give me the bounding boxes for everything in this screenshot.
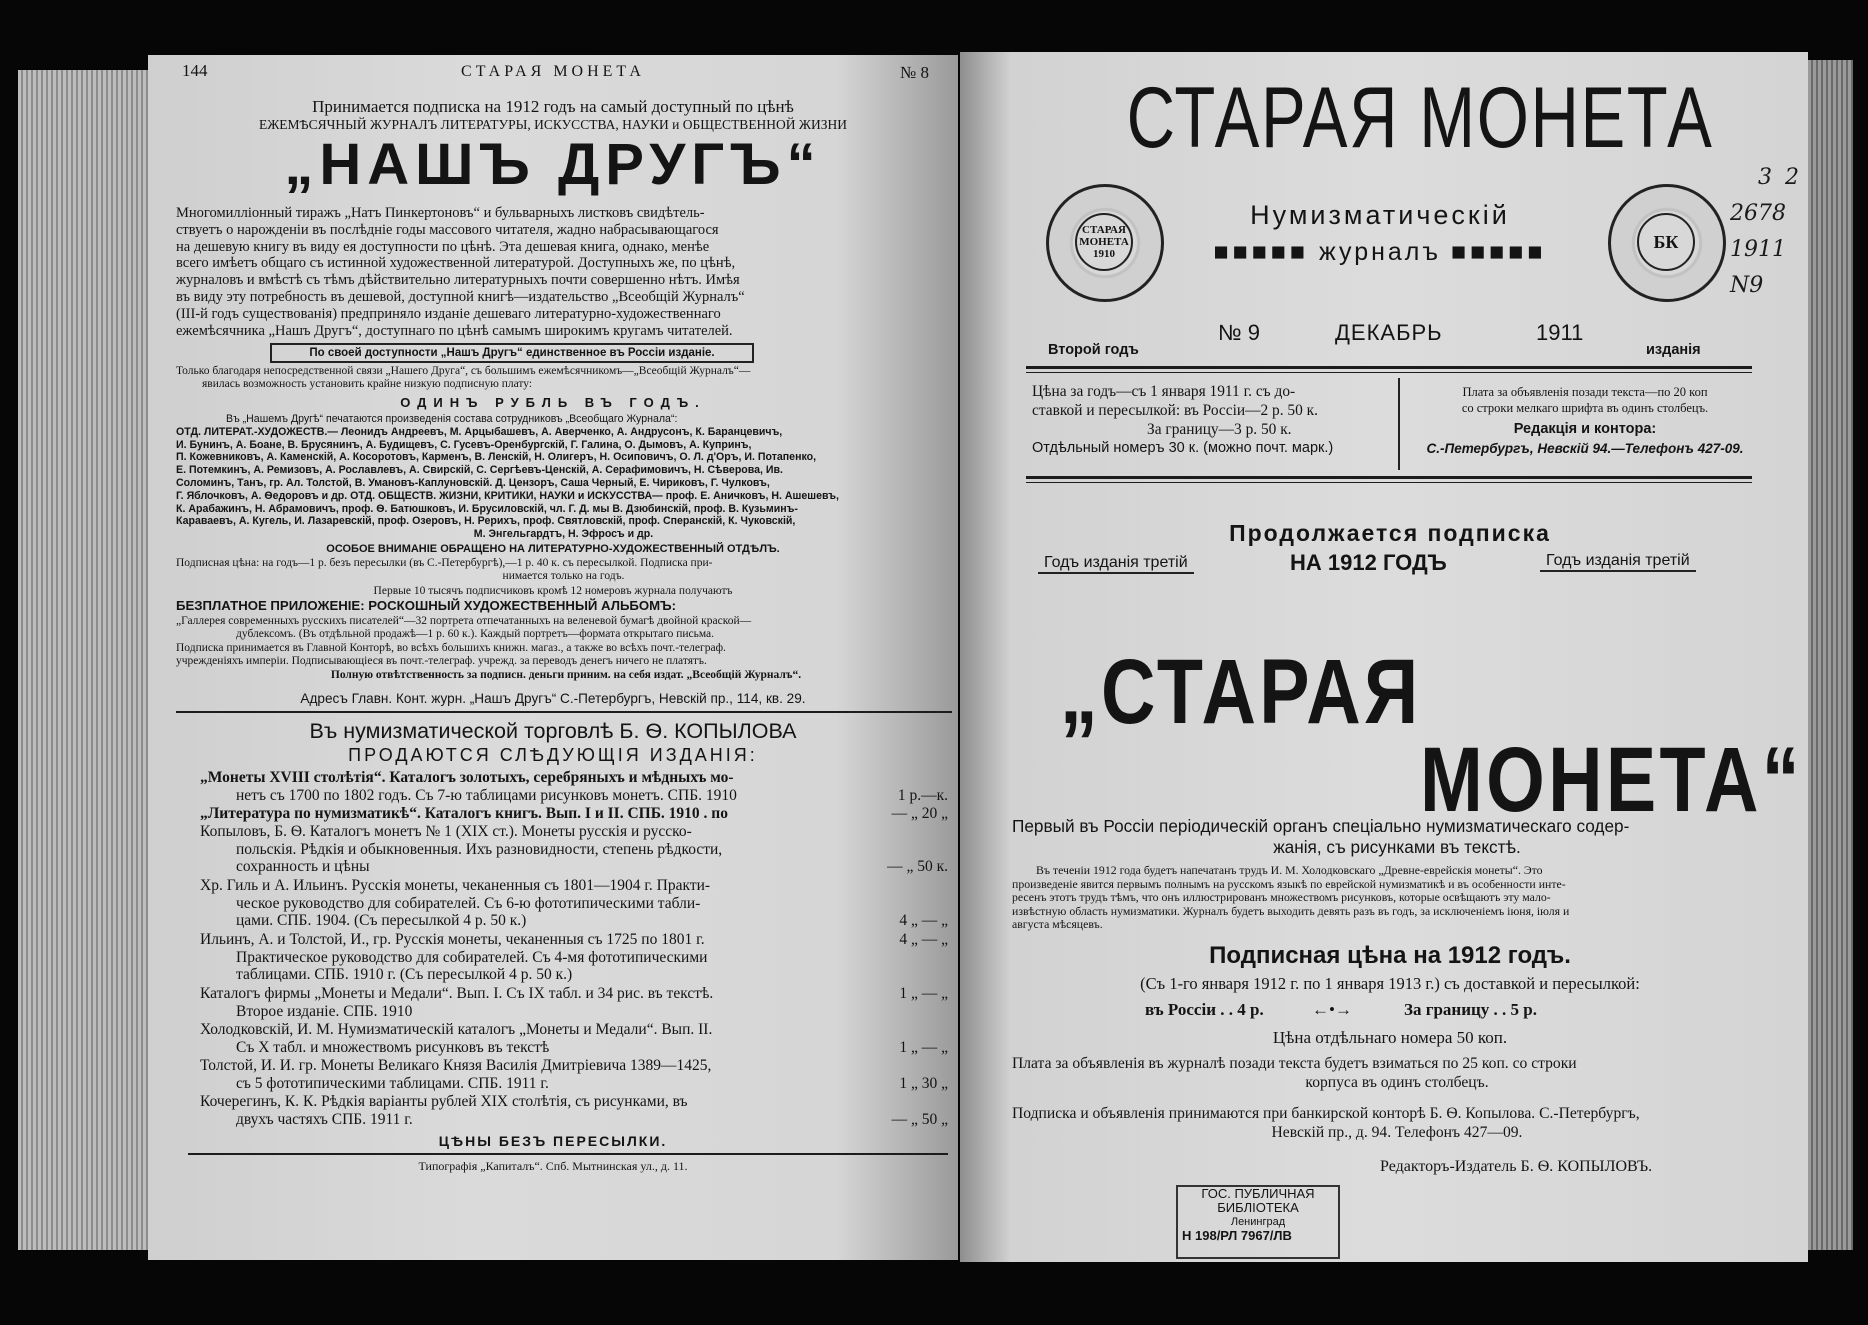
stamp-text: БИБЛІОТЕКА (1217, 1200, 1299, 1215)
item-price: — „ 50 к. (887, 858, 948, 876)
text-line: Г. Яблочковъ, А. Ѳедоровъ и др. ОТД. ОБЩЕСТВ. ЖИЗНИ, КРИТИКИ, НАУКИ и ИСКУССТВА— проф. Е. Аничковъ, Н. Ашешевъ, (176, 489, 839, 502)
issue-number: № 8 (900, 63, 929, 82)
text-line: въ виду эту потребность въ дешевой, доступной книгѣ—издательство „Всеобщій Журналъ“ (176, 288, 745, 305)
year-of-publication-left: Годъ изданія третій (1038, 554, 1194, 574)
divider (1026, 366, 1752, 369)
special-attention: ОСОБОЕ ВНИМАНІЕ ОБРАЩЕНО НА ЛИТЕРАТУРНО-ХУДОЖЕСТВЕННЫЙ ОТДѢЛЪ. (326, 543, 780, 555)
nash-drug-title: „НАШЪ ДРУГЪ“ (284, 132, 822, 197)
text-line: корпуса въ одинъ столбецъ. (1305, 1074, 1489, 1091)
text-line: учрежденіяхъ имперіи. Подписывающіеся въ почт.-телеграф. учрежд. за переводъ денегъ ничего не платятъ. (176, 655, 707, 668)
issue-year: 1911 (1536, 320, 1584, 345)
catalogue-item (200, 1093, 948, 1128)
text-line: Подписка принимается въ Главной Конторѣ, во всѣхъ большихъ книжн. магаз., а также во всѣхъ почт.-телеграф. (176, 641, 726, 654)
main-office-address: Адресъ Главн. Конт. журн. „Нашъ Другъ“ С.-Петербургъ, Невскій пр., 114, кв. 29. (300, 691, 806, 706)
text-line: таблицами. СПБ. 1910 г. (Съ пересылкой 4 р. 50 к.) (236, 966, 573, 984)
handwritten-text: 2 (1785, 165, 1799, 190)
for-1912: НА 1912 ГОДЪ (1290, 550, 1447, 575)
text-line: Е. Потемкинъ, А. Ремизовъ, А. Рославлевъ, А. Свирскій, С. Сергѣевъ-Ценскій, А. Серафимовичъ, Н. Сѣверова, Ив. (176, 464, 783, 477)
for-sale-heading: ПРОДАЮТСЯ СЛѢДУЮЩІЯ ИЗДАНІЯ: (348, 745, 758, 765)
text-line: К. Арабажинъ, Н. Абрамовичъ, проф. Ѳ. Батюшковъ, И. Брусиловскій, чл. Г. Д. мы В. Дзюбинскій, проф. В. Кузьминъ- (176, 502, 798, 515)
text-line: на дешевую книгу въ виду ея доступности по цѣнѣ. Эта дешевая книга, однако, менѣе (176, 238, 710, 255)
big-title-line2: МОНЕТА“ (1420, 729, 1803, 831)
subscription-price-title: Подписная цѣна на 1912 годъ. (1209, 942, 1571, 969)
right-page (960, 52, 1808, 1262)
text-line: Съ X табл. и множествомъ рисунковъ въ текстѣ (236, 1038, 550, 1056)
text-line: ресенъ этотъ трудъ тѣмъ, что онъ иллюстрированъ множествомъ рисунковъ, которые освѣщаютъ эту мало- (1012, 890, 1551, 905)
catalogue-item (200, 805, 948, 823)
editor-publisher: Редакторъ-Издатель Б. Ѳ. КОПЫЛОВЪ. (1380, 1158, 1653, 1175)
text-line: Отдѣльный номеръ 30 к. (можно почт. марк.) (1032, 440, 1334, 456)
catalogue-item (200, 769, 948, 804)
free-supplement: БЕЗПЛАТНОЕ ПРИЛОЖЕНІЕ: РОСКОШНЫЙ ХУДОЖЕСТВЕННЫЙ АЛЬБОМЪ: (176, 598, 677, 613)
single-issue-price: Цѣна отдѣльнаго номера 50 коп. (1272, 1028, 1508, 1047)
issue-month: ДЕКАБРЬ (1335, 320, 1443, 345)
subscription-price (176, 557, 951, 584)
text-line: ОТД. ЛИТЕРАТ.-ХУДОЖЕСТВ.— Леонидъ Андреевъ, М. Арцыбашевъ, А. Аверченко, А. Андрусонъ, К. Баранцевичъ, (176, 425, 783, 438)
item-price: 1 „ — „ (899, 985, 948, 1002)
price-russia: въ Россіи . . 4 р. (1145, 1000, 1264, 1019)
item-price: 1 „ — „ (899, 1038, 948, 1056)
ornament: ■■■■■ (1450, 238, 1547, 266)
divider (188, 1153, 948, 1155)
catalogue-item (200, 823, 948, 876)
medal-text: БК (1637, 213, 1695, 271)
text-line: ежемѣсячника „Нашъ Другъ“, доступнаго по цѣнѣ самымъ широкимъ кругамъ читателей. (176, 322, 733, 339)
running-header: СТАРАЯ МОНЕТА (461, 63, 645, 80)
subscription-accepted (1012, 1104, 1782, 1142)
handwritten-shelfmark (1730, 160, 1799, 304)
text-line: нимается только на годъ. (502, 570, 625, 583)
text-line: Ильинъ, А. и Толстой, И., гр. Русскія монеты, чеканенныя съ 1725 по 1801 г. (200, 931, 705, 948)
kopylov-heading: Въ нумизматической торговлѣ Б. Ѳ. КОПЫЛОВА (309, 719, 797, 743)
text-line: жанія, съ рисунками въ текстѣ. (1273, 837, 1521, 857)
text-line: Первый въ Россіи періодическій органъ спеціально нумизматическаго содер- (1012, 816, 1630, 836)
year-of-publication-right: Годъ изданія третій (1540, 552, 1696, 572)
item-price: 1 р.—к. (897, 786, 948, 804)
first-10k-note: Первые 10 тысячъ подписчиковъ кромѣ 12 номеровъ журнала получаютъ (373, 585, 733, 597)
text-line: Соломинъ, Танъ, гр. Ал. Толстой, В. Умановъ-Каплуновскій. Д. Цензоръ, Саша Черный, Е. Чириковъ, Г. Чулковъ, (176, 476, 770, 489)
text-line: Редакція и контора: (1513, 421, 1657, 437)
handwritten-text: 2678 (1730, 201, 1786, 226)
medal-text: СТАРАЯ МОНЕТА 1910 (1075, 213, 1133, 271)
ornament: ■■■■■ (1213, 238, 1310, 266)
stamp-text: Н 198/РЛ 7967/ЛВ (1182, 1228, 1292, 1243)
text-line: Въ „Нашемъ Другѣ“ печатаются произведенія состава сотрудниковъ „Всеобщаго Журнала“: (226, 413, 678, 425)
divider (1026, 372, 1752, 373)
item-price: — „ 50 „ (891, 1110, 948, 1128)
boxed-notice: По своей доступности „Нашъ Другъ“ единственное въ Россіи изданіе. (270, 343, 754, 363)
text-line: Каталогъ фирмы „Монеты и Медали“. Вып. I. Съ IX табл. и 34 рис. въ текстѣ. (200, 985, 714, 1002)
text-line: Въ теченіи 1912 года будетъ напечатанъ трудъ И. М. Холодковскаго „Древне-еврейскія монеты“. Это (1036, 863, 1543, 877)
arrow-ornament: ←•→ (1312, 1000, 1352, 1019)
text-line: произведеніе явится первымъ полнымъ на русскомъ языкѣ по еврейской нумизматикѣ и въ особенности инте- (1012, 876, 1566, 891)
text-line: И. Бунинъ, А. Боане, В. Брусянинъ, А. Будищевъ, С. Гусевъ-Оренбургскій, Г. Галина, О. Дымовъ, А. Купринъ, (176, 438, 752, 451)
text-line: С.-Петербургъ, Невскій 94.—Телефонъ 427-09. (1426, 441, 1744, 456)
text-line: сохранность и цѣны (236, 858, 370, 876)
text-line: со строки мелкаго шрифта въ одинъ столбецъ. (1461, 401, 1709, 415)
subtitle-numismatic: Нумизматическій (1250, 200, 1510, 230)
text-line: Многомилліонный тиражъ „Натъ Пинкертоновъ“ и бульварныхъ листковъ свидѣтель- (176, 205, 705, 221)
catalogue-item (200, 1057, 948, 1092)
subscription-prices-box (1032, 382, 1452, 458)
prices-without-shipping: ЦѢНЫ БЕЗЪ ПЕРЕСЫЛКИ. (438, 1133, 668, 1149)
item-price: 4 „ — „ (899, 931, 948, 948)
stamp-text: Ленинград (1230, 1216, 1286, 1228)
medal-emblem-right (1608, 184, 1726, 302)
brace-divider (1398, 378, 1404, 470)
catalogue-item (200, 1021, 948, 1056)
gallery-note (176, 615, 956, 682)
handwritten-text: 1911 (1730, 237, 1786, 262)
subscription-period: (Съ 1-го января 1912 г. по 1 января 1913 г.) съ доставкой и пересылкой: (1140, 974, 1640, 993)
issue-no: № 9 (1218, 320, 1260, 345)
text-line: дублексомъ. (Въ отдѣльной продажѣ—1 р. 60 к.). Каждый портретъ—формата открытаго письма. (236, 628, 715, 641)
text-line: цами. СПБ. 1904. (Съ пересылкой 4 р. 50 к.) (236, 912, 527, 930)
text-line: Плата за объявленія въ журналѣ позади текста будетъ взиматься по 25 коп. со строки (1012, 1055, 1577, 1072)
text-line: Толстой, И. И. гр. Монеты Великаго Князя Василія Дмитріевича 1389—1425, (200, 1057, 712, 1074)
text-line: „Галлерея современныхъ русскихъ писателей“—32 портрета отпечатанныхъ на веленевой бумагѣ двойной краской— (176, 615, 752, 627)
text-line: „Монеты XVIII столѣтія“. Каталогъ золотыхъ, серебряныхъ и мѣдныхъ мо- (200, 769, 734, 786)
subtitle-journal (1160, 238, 1600, 267)
text-line: польскія. Рѣдкія и обыкновенныя. Ихъ разновидности, степень рѣдкости, (236, 840, 723, 858)
item-price: 4 „ — „ (899, 912, 948, 930)
text-line: (III-й годъ существованія) предприняло изданіе дешеваго литературно-художественнаго (176, 305, 721, 322)
one-ruble-a-year: ОДИНЪ РУБЛЬ ВЪ ГОДЪ. (400, 395, 706, 410)
first-in-russia (1012, 816, 1782, 858)
edition-label: изданія (1646, 342, 1701, 358)
text-line: Плата за объявленія позади текста—по 20 коп (1462, 385, 1708, 399)
item-price: — „ 20 „ (891, 805, 948, 822)
text-line: Копыловъ, Б. Ѳ. Каталогъ монетъ № 1 (XIX ст.). Монеты русскія и русско- (200, 823, 692, 840)
library-stamp (1176, 1185, 1340, 1259)
text-line: Невскій пр., д. 94. Телефонъ 427—09. (1271, 1124, 1523, 1141)
handwritten-text: N9 (1730, 273, 1764, 298)
divider (176, 711, 952, 713)
text-line: За границу—3 р. 50 к. (1147, 421, 1292, 438)
text-line: Только благодаря непосредственной связи „Нашего Друга“, съ большимъ ежемѣсячникомъ—„Всеобщій Журналъ“— (176, 365, 751, 377)
printer-imprint: Типографія „Капиталъ“. Спб. Мытнинская ул., д. 11. (418, 1159, 688, 1173)
text-line: августа мѣсяцевъ. (1012, 917, 1103, 932)
text-line: М. Энгельгардтъ, Н. Эфросъ и др. (473, 528, 654, 541)
catalogue-item (200, 985, 948, 1020)
divider (1026, 482, 1752, 483)
price-abroad: За границу . . 5 р. (1404, 1000, 1537, 1019)
text-line: извѣстную область нумизматики. Журналъ будетъ выходить девять разъ въ годъ, за исключеніемъ іюня, іюля и (1012, 903, 1570, 918)
text-line: Хр. Гиль и А. Ильинъ. Русскія монеты, чеканенныя съ 1801—1904 г. Практи- (200, 877, 711, 894)
text-line: Холодковскій, И. М. Нумизматическій каталогъ „Монеты и Медали“. Вып. II. (200, 1021, 713, 1038)
ad-intro: Принимается подписка на 1912 годъ на самый доступный по цѣнѣ (312, 97, 794, 116)
contributors-list (176, 413, 951, 541)
item-price: 1 „ 30 „ (899, 1074, 948, 1092)
ad-fee-note (1012, 1054, 1782, 1092)
text-line: Подписка и объявленія принимаются при банкирской конторѣ Б. Ѳ. Копылова. С.-Петербургъ, (1012, 1105, 1640, 1122)
big-title-line1: „СТАРАЯ (1060, 641, 1422, 743)
holodkovsky-notice (1012, 864, 1782, 932)
medal-emblem-left (1046, 184, 1164, 302)
left-page (148, 55, 958, 1260)
office-info (1408, 384, 1762, 458)
second-year-label: Второй годъ (1048, 342, 1139, 358)
text-line: „Литература по нумизматикѣ“. Каталогъ книгъ. Вып. I и II. СПБ. 1910 . по (200, 805, 728, 822)
direct-connection-note (176, 365, 946, 392)
text-line: Караваевъ, А. Кугель, И. Лазаревскій, проф. Озеровъ, Н. Рерихъ, проф. Святловскій, проф. Сперанскій, К. Чуковскій, (176, 515, 796, 528)
handwritten-text: 3 (1758, 165, 1772, 190)
nash-drug-description (176, 205, 946, 339)
text-line: двухъ частяхъ СПБ. 1911 г. (236, 1110, 413, 1128)
divider (1026, 476, 1752, 479)
text-line: журналовъ и вмѣстѣ съ тѣмъ дѣйствительно литературныхъ почти совершенно нѣтъ. Имѣя (176, 272, 740, 289)
catalogue-item (200, 877, 948, 930)
text-line: нетъ съ 1700 по 1802 годъ. Съ 7-ю таблицами рисунковъ монетъ. СПБ. 1910 (236, 786, 737, 804)
masthead-title: СТАРАЯ МОНЕТА (1126, 70, 1714, 166)
text-line: всего имѣетъ общаго съ истинной художественной литературой. Доступныхъ же, по цѣнѣ, (176, 255, 736, 272)
subtitle-journal-word: журналъ (1318, 238, 1442, 266)
text-line: Кочерегинъ, К. К. Рѣдкія варіанты рублей XIX столѣтія, съ рисунками, въ (200, 1093, 688, 1110)
text-line: съ 5 фототипическими таблицами. СПБ. 1911 г. (236, 1074, 549, 1092)
book-page-edges-right (1808, 60, 1853, 1250)
catalogue-item (200, 931, 948, 984)
page-number: 144 (182, 61, 208, 80)
text-line: Полную отвѣтственность за подписн. деньги приним. на себя издат. „Всеобщій Журналъ“. (330, 668, 802, 681)
text-line: ческое руководство для собирателей. Съ 6-ю фототипическими табли- (236, 894, 701, 912)
text-line: Практическое руководство для собирателей. Съ 4-мя фототипическими (236, 948, 708, 966)
text-line: ставкой и пересылкой: въ Россіи—2 р. 50 к. (1032, 402, 1318, 419)
ad-intro-caps: ЕЖЕМѢСЯЧНЫЙ ЖУРНАЛЪ ЛИТЕРАТУРЫ, ИСКУССТВА, НАУКИ и ОБЩЕСТВЕННОЙ ЖИЗНИ (258, 117, 848, 132)
text-line: Второе изданіе. СПБ. 1910 (236, 1002, 413, 1020)
text-line: П. Кожевниковъ, А. Каменскій, А. Косоротовъ, Карменъ, В. Ленскій, Н. Олигеръ, Н. Осиповичъ, О. Л. д'Оръ, И. Потапенко, (176, 451, 817, 464)
text-line: Цѣна за годъ—съ 1 января 1911 г. съ до- (1032, 383, 1296, 400)
continues-subscription: Продолжается подписка (1229, 520, 1551, 546)
text-line: ствуетъ о нарожденіи въ послѣдніе годы массового читателя, жадно набрасывающагося (176, 221, 719, 238)
book-page-edges-left (18, 70, 148, 1250)
stamp-text: ГОС. ПУБЛИЧНАЯ (1201, 1186, 1315, 1201)
text-line: Подписная цѣна: на годъ—1 р. безъ пересылки (въ С.-Петербургѣ),—1 р. 40 к. съ пересылкой. Подписка при- (176, 557, 713, 569)
text-line: явилась возможность установить крайне низкую подписную плату: (202, 378, 533, 391)
